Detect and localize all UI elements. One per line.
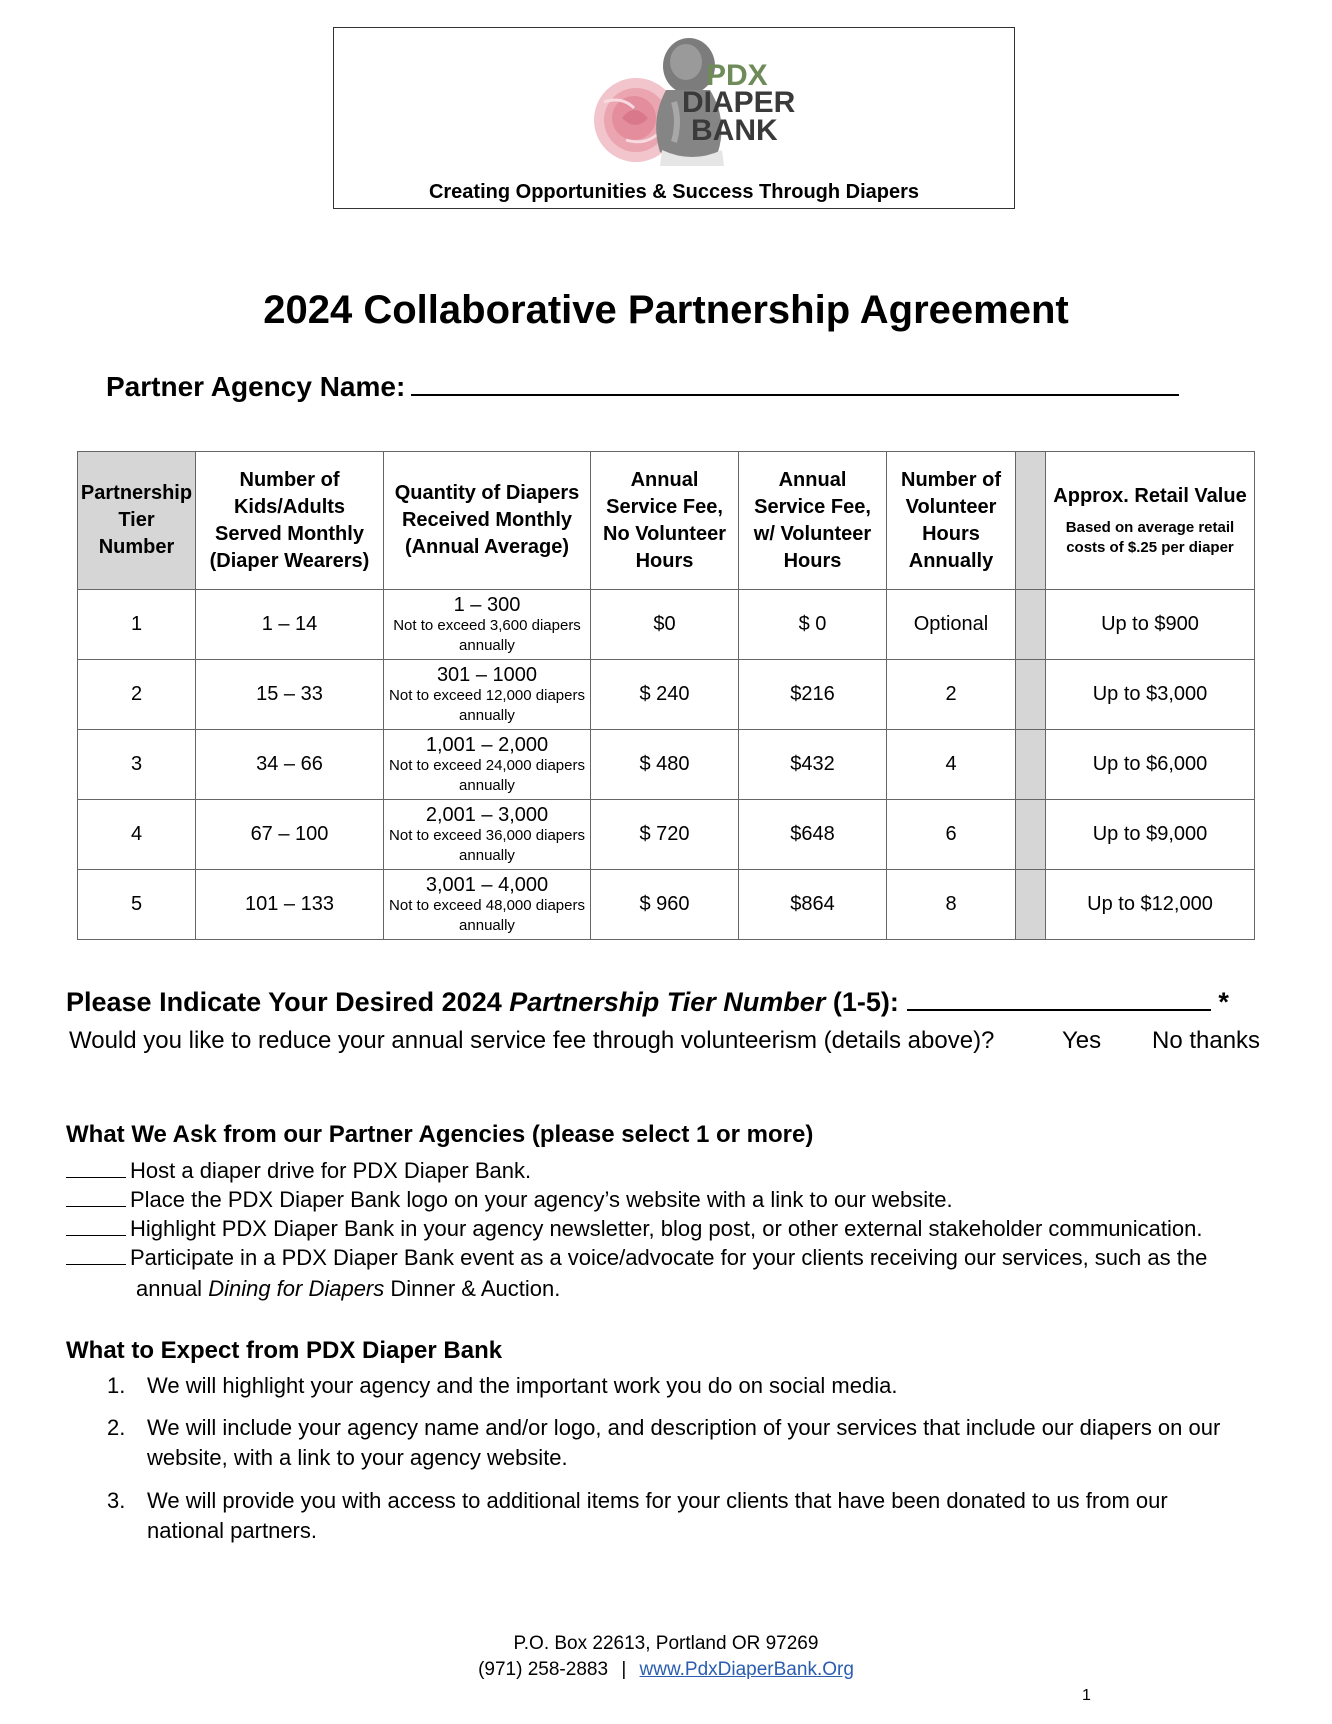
ask-item[interactable] [66, 1187, 953, 1213]
cell-fee-no-volunteer: $0 [591, 590, 739, 660]
header-tier: Partnership Tier Number [78, 452, 196, 590]
cell-fee-volunteer: $432 [739, 730, 887, 800]
qty-note: Not to exceed 48,000 diapers annually [389, 896, 585, 934]
cell-tier: 1 [78, 590, 196, 660]
header-fee-volunteer: Annual Service Fee, w/ Volunteer Hours [739, 452, 887, 590]
cell-quantity [384, 590, 591, 660]
header-volunteer-hours: Number of Volunteer Hours Annually [887, 452, 1016, 590]
header-spacer [1016, 452, 1046, 590]
table-row [78, 800, 1255, 870]
expect-item-text: We will include your agency name and/or logo, and description of your services that include our diapers on our [147, 1415, 1221, 1440]
cell-served: 101 – 133 [196, 870, 384, 940]
footer-separator: | [621, 1659, 627, 1680]
event-name: Dining for Diapers [208, 1276, 385, 1301]
cell-fee-no-volunteer: $ 720 [591, 800, 739, 870]
qty-range: 301 – 1000 [436, 663, 538, 686]
header-retail [1046, 452, 1255, 590]
cell-spacer [1016, 730, 1046, 800]
ask-checkbox-line[interactable] [66, 1188, 126, 1207]
qty-note: Not to exceed 3,600 diapers annually [393, 616, 581, 654]
qty-range: 2,001 – 3,000 [425, 803, 549, 826]
cell-volunteer-hours: 4 [887, 730, 1016, 800]
yes-option[interactable]: Yes [1062, 1027, 1102, 1054]
cell-tier: 4 [78, 800, 196, 870]
table-row [78, 660, 1255, 730]
tier-prompt-prefix: Please Indicate Your Desired 2024 [66, 987, 510, 1017]
cell-served: 67 – 100 [196, 800, 384, 870]
cell-spacer [1016, 870, 1046, 940]
cell-fee-volunteer: $864 [739, 870, 887, 940]
ask-heading: What We Ask from our Partner Agencies (please select 1 or more) [66, 1121, 814, 1148]
expect-heading: What to Expect from PDX Diaper Bank [66, 1337, 503, 1364]
cell-fee-no-volunteer: $ 480 [591, 730, 739, 800]
cell-retail: Up to $12,000 [1046, 870, 1255, 940]
cell-tier: 5 [78, 870, 196, 940]
logo-text-diaper: DIAPER [682, 86, 796, 119]
expect-item [107, 1373, 897, 1399]
cell-spacer [1016, 660, 1046, 730]
qty-range: 1 – 300 [453, 593, 521, 616]
cell-spacer [1016, 800, 1046, 870]
cell-volunteer-hours: Optional [887, 590, 1016, 660]
tier-prompt-italic: Partnership Tier Number [509, 987, 826, 1017]
logo-text-bank: BANK [691, 114, 778, 147]
cell-fee-volunteer: $648 [739, 800, 887, 870]
partner-agency-name-line[interactable] [411, 368, 1179, 396]
required-asterisk: * [1218, 987, 1229, 1017]
tier-number-field[interactable] [66, 987, 1229, 1018]
cell-quantity [384, 870, 591, 940]
header-quantity: Quantity of Diapers Received Monthly (Annual Average) [384, 452, 591, 590]
partnership-tier-table [77, 451, 1255, 940]
ask-checkbox-line[interactable] [66, 1159, 126, 1178]
footer-contact [0, 1659, 1332, 1681]
partner-agency-name-label: Partner Agency Name: [106, 371, 406, 402]
footer-address: P.O. Box 22613, Portland OR 97269 [513, 1633, 819, 1654]
cell-retail: Up to $3,000 [1046, 660, 1255, 730]
qty-range: 3,001 – 4,000 [425, 873, 549, 896]
ask-item-label: Participate in a PDX Diaper Bank event as a voice/advocate for your clients receiving our services, such as the [130, 1245, 1208, 1270]
cell-served: 15 – 33 [196, 660, 384, 730]
qty-range: 1,001 – 2,000 [425, 733, 549, 756]
tagline: Creating Opportunities & Success Through Diapers [428, 181, 920, 203]
page-number: 1 [1082, 1687, 1091, 1704]
expect-item [107, 1488, 1168, 1514]
cell-retail: Up to $9,000 [1046, 800, 1255, 870]
expect-item-number: 3. [107, 1488, 126, 1513]
footer-phone: (971) 258-2883 [478, 1659, 609, 1680]
ask-item[interactable] [66, 1245, 1207, 1271]
expect-item-number: 1. [107, 1373, 126, 1398]
ask-item-label: Highlight PDX Diaper Bank in your agency newsletter, blog post, or other external stakeholder communication. [130, 1216, 1203, 1241]
cell-quantity [384, 660, 591, 730]
table-header-row [78, 452, 1255, 590]
cell-volunteer-hours: 8 [887, 870, 1016, 940]
expect-item [107, 1415, 1220, 1441]
ask-item[interactable] [66, 1158, 531, 1184]
cell-served: 1 – 14 [196, 590, 384, 660]
tier-number-blank[interactable] [907, 987, 1211, 1011]
table-row [78, 870, 1255, 940]
ask-item-label: Place the PDX Diaper Bank logo on your agency’s website with a link to our website. [130, 1187, 953, 1212]
expect-item-continuation: national partners. [147, 1518, 317, 1543]
partner-agency-name-field[interactable] [106, 368, 1179, 403]
page-title: 2024 Collaborative Partnership Agreement [263, 288, 1069, 332]
cont-prefix: annual [136, 1276, 209, 1301]
header-retail-note: Based on average retail costs of $.25 per diaper [1065, 519, 1235, 556]
cell-retail: Up to $6,000 [1046, 730, 1255, 800]
header-served: Number of Kids/Adults Served Monthly (Diaper Wearers) [196, 452, 384, 590]
ask-checkbox-line[interactable] [66, 1246, 126, 1265]
tier-prompt-suffix: (1-5): [825, 987, 899, 1017]
qty-note: Not to exceed 12,000 diapers annually [389, 686, 585, 724]
cell-volunteer-hours: 6 [887, 800, 1016, 870]
expect-item-number: 2. [107, 1415, 126, 1440]
website-link[interactable]: www.PdxDiaperBank.Org [639, 1659, 854, 1680]
cell-quantity [384, 730, 591, 800]
cell-fee-volunteer: $ 0 [739, 590, 887, 660]
cell-quantity [384, 800, 591, 870]
ask-item-label: Host a diaper drive for PDX Diaper Bank. [130, 1158, 532, 1183]
qty-note: Not to exceed 36,000 diapers annually [389, 826, 585, 864]
cell-spacer [1016, 590, 1046, 660]
cont-suffix: Dinner & Auction. [384, 1276, 561, 1301]
table-row [78, 730, 1255, 800]
expect-item-text: We will highlight your agency and the important work you do on social media. [147, 1373, 898, 1398]
cell-served: 34 – 66 [196, 730, 384, 800]
ask-checkbox-line[interactable] [66, 1217, 126, 1236]
cell-tier: 2 [78, 660, 196, 730]
qty-note: Not to exceed 24,000 diapers annually [389, 756, 585, 794]
cell-volunteer-hours: 2 [887, 660, 1016, 730]
expect-item-text: We will provide you with access to additional items for your clients that have been donated to us from our [147, 1488, 1168, 1513]
logo-text-pdx: PDX [706, 59, 768, 92]
logo-box [333, 27, 1015, 209]
ask-item-continuation [136, 1276, 560, 1302]
ask-item[interactable] [66, 1216, 1202, 1242]
cell-tier: 3 [78, 730, 196, 800]
header-retail-label: Approx. Retail Value [1053, 485, 1247, 507]
no-thanks-option[interactable]: No thanks [1152, 1027, 1261, 1054]
volunteer-question: Would you like to reduce your annual service fee through volunteerism (details above)? [69, 1027, 995, 1054]
expect-item-continuation: website, with a link to your agency website. [147, 1445, 568, 1470]
cell-fee-no-volunteer: $ 960 [591, 870, 739, 940]
header-fee-no-volunteer: Annual Service Fee, No Volunteer Hours [591, 452, 739, 590]
cell-retail: Up to $900 [1046, 590, 1255, 660]
cell-fee-no-volunteer: $ 240 [591, 660, 739, 730]
cell-fee-volunteer: $216 [739, 660, 887, 730]
table-row [78, 590, 1255, 660]
